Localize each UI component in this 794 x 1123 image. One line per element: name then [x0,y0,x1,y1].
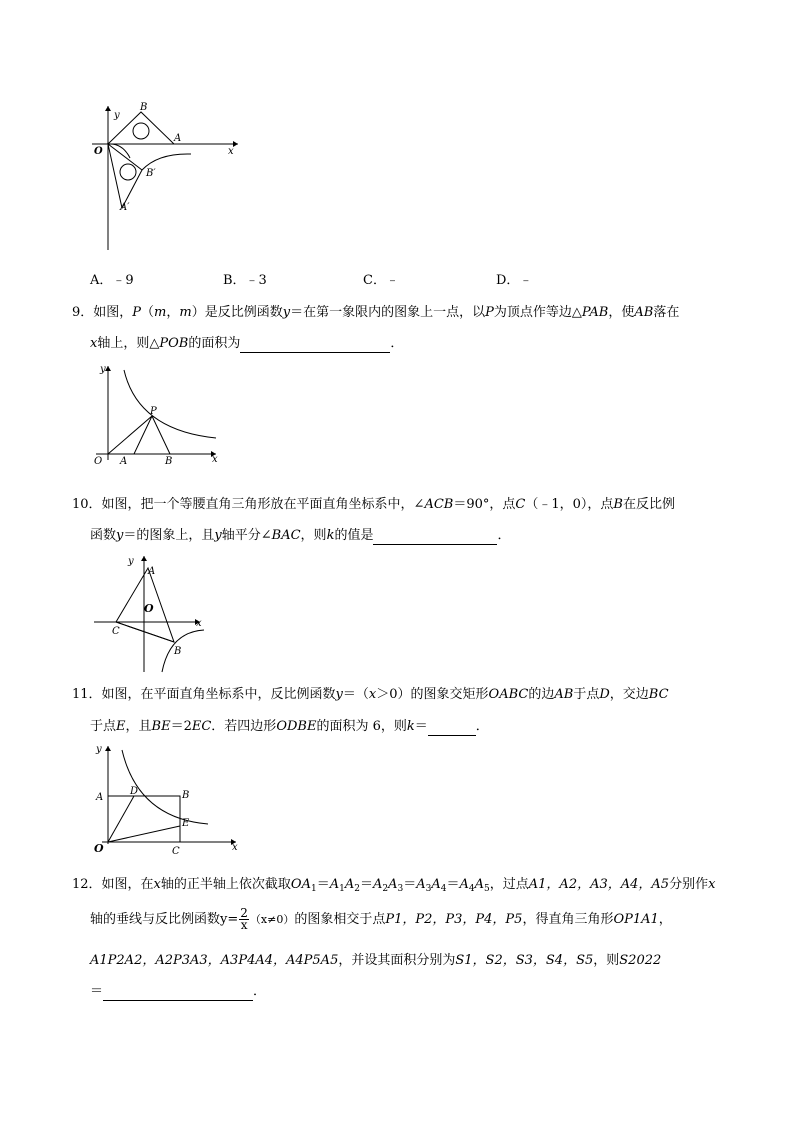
fig11-label-D: D [130,786,139,797]
q10-line-2: 函数y＝的图象上，且y轴平分∠BAC，则k的值是 ． [90,528,511,543]
fig11-label-E: E [182,818,190,829]
q8-option-b: B．﹣3 [223,273,267,288]
fig10-label-C: C [112,626,120,637]
q12-line-3: A1P2A2，A2P3A3，A3P4A4，A4P5A5，并设其面积分别为S1，S2，S3，S4，S5，则S2022 [90,953,662,968]
fig8-label-x: x [228,146,234,157]
q10-answer-blank[interactable] [373,530,497,545]
fig10-label-x: x [196,618,202,629]
q12-answer-blank[interactable] [103,986,253,1001]
fig8-label-A: A [174,133,182,144]
q12-line-1: 12．如图，在x轴的正半轴上依次截取$OA_1=A_1A_2=A_2A_3=A_3A_4=A_4A_5$，过点A1，A2，A3，A4，A5分别作x [72,877,716,894]
fig8-label-B1: B′ [146,168,156,179]
fig9-label-A: A [120,456,128,467]
fig11-label-x: x [232,842,238,853]
q8-option-a: A．﹣9 [90,273,134,288]
fig11-label-y: y [96,744,102,755]
fig9-label-P: P [150,406,157,417]
fig10-label-B: B [174,646,182,657]
fig9-label-x: x [212,454,218,465]
q8-option-c: C．﹣ [363,273,399,288]
q9-line-1: 9．如图，P（m，m）是反比例函数y＝在第一象限内的图象上一点，以P为顶点作等边△PAB，使AB落在 [72,305,680,320]
fig9-label-B: B [165,456,173,467]
q12-line-2: 轴的垂线与反比例函数y= $\frac{2}{x}$ （x≠0）的图象相交于点P1，P2，P3，P4，P5，得直角三角形OP1A1， [90,906,672,932]
fig10-label-A: A [148,566,156,577]
q11-answer-blank[interactable] [428,721,476,736]
figure-q8 [88,98,248,254]
fig11-label-A: A [96,792,104,803]
figure-q9 [88,360,228,472]
q10-line-1: 10．如图，把一个等腰直角三角形放在平面直角坐标系中，∠ACB＝90°，点C（﹣1，0），点B在反比例 [72,497,675,512]
fig11-label-C: C [172,846,180,857]
q12-line-4: ＝ ． [90,984,267,999]
fig9-label-O: O [94,456,103,467]
q8-option-d: D．﹣ [496,273,533,288]
q12-fraction: $\frac{2}{x}$ [240,906,248,932]
figure-q11 [88,740,244,858]
q9-answer-blank[interactable] [240,338,390,353]
figure-q10 [88,550,218,674]
fig11-label-B: B [182,790,190,801]
fig8-label-y: y [114,110,120,121]
q11-line-2: 于点E，且BE＝2EC．若四边形ODBE的面积为 6，则k＝ ． [90,719,489,734]
q9-line-2: x轴上，则△POB的面积为 ． [90,336,404,351]
fig10-label-y: y [128,556,134,567]
fig10-label-O: O [144,602,154,615]
fig11-label-O: O [94,842,104,855]
fig8-label-B: B [140,102,148,113]
q11-line-1: 11．如图，在平面直角坐标系中，反比例函数y＝（x＞0）的图象交矩形OABC的边AB于点D，交边BC [72,687,669,702]
fig8-label-O: O [94,146,103,157]
fig8-label-A1: A′ [120,202,130,213]
fig9-label-y: y [100,364,106,375]
